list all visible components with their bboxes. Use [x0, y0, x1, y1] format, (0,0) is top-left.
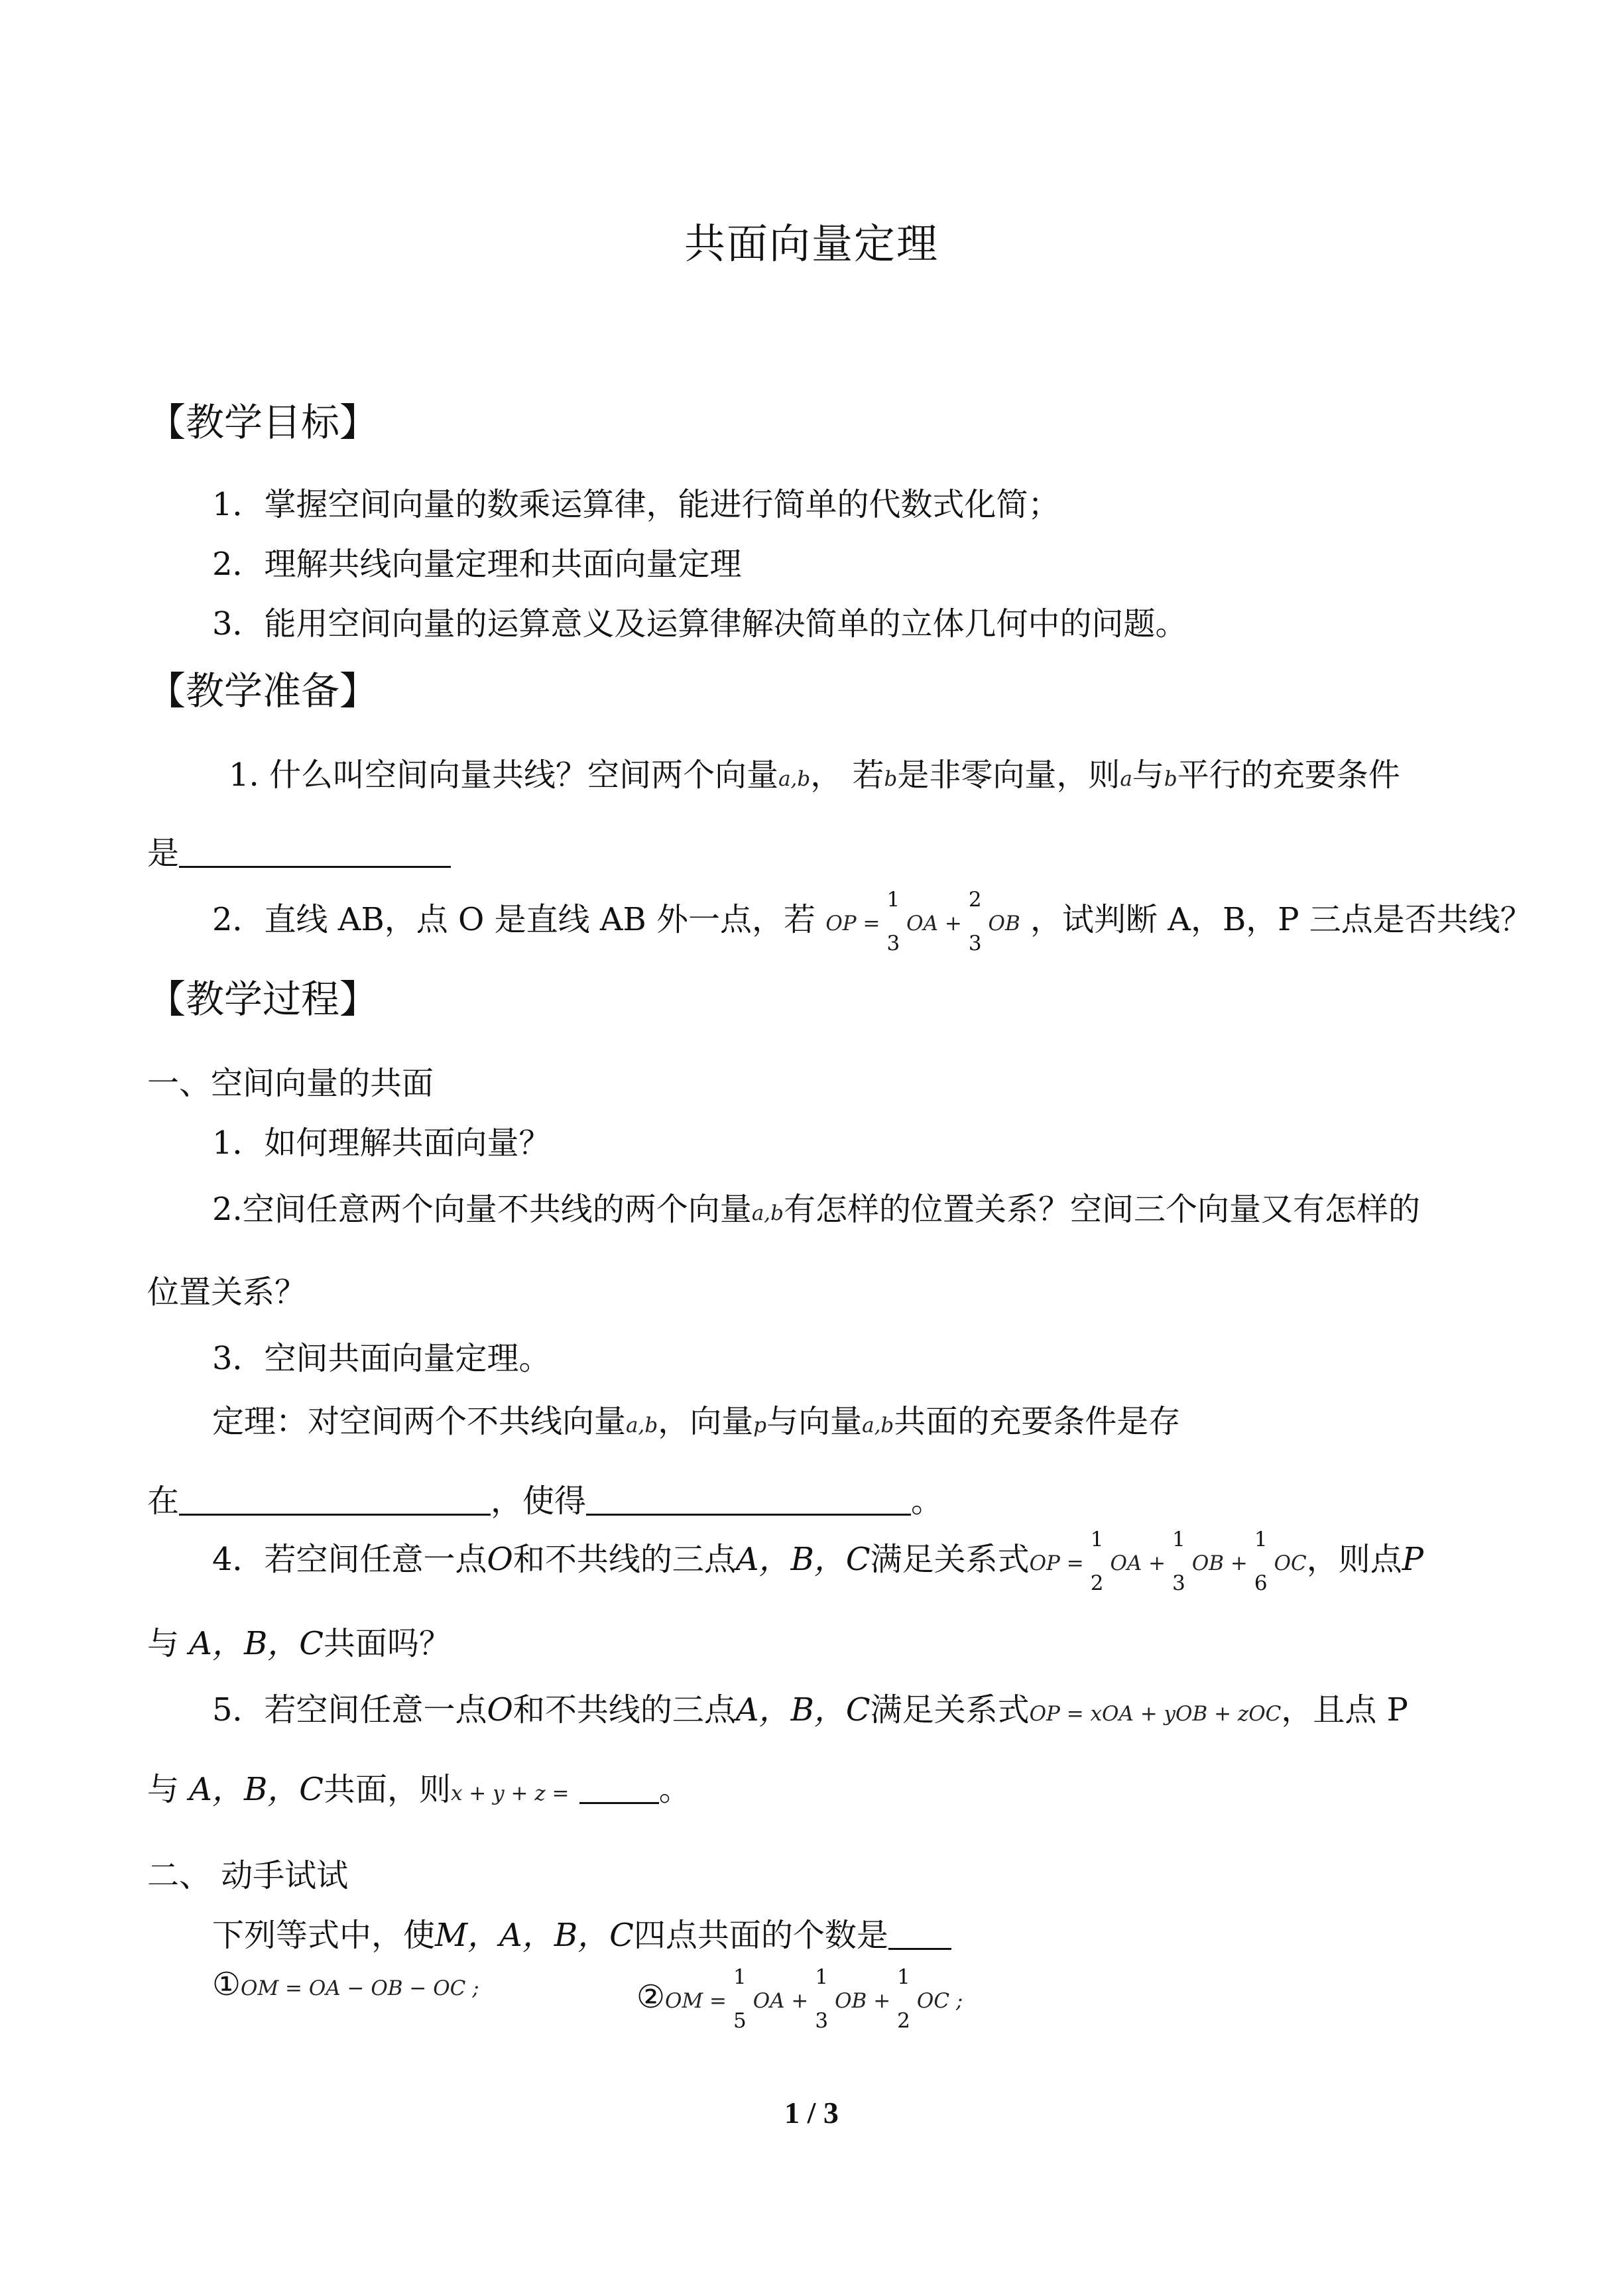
objective-1: 1．掌握空间向量的数乘运算律，能进行简单的代数式化简；: [212, 486, 1060, 523]
prep-question-1: 1. 什么叫空间向量共线？空间两个向量a,b， 若b是非零向量，则a与b平行的充要条件: [229, 756, 1400, 794]
document-title: 共面向量定理: [684, 219, 939, 268]
fraction: 1 5: [733, 1965, 747, 2033]
fraction: 1 3: [886, 888, 900, 955]
process-item-4-cont: 与 A，B，C共面吗？: [147, 1625, 451, 1662]
exercise-prompt: 下列等式中，使M，A，B，C四点共面的个数是: [212, 1909, 951, 1955]
equation-2: ②OM = 1 5 OA + 1 3 OB + 1 2 OC ;: [636, 1965, 963, 2033]
process-item-1: 1．如何理解共面向量？: [212, 1124, 551, 1162]
process-item-5: 5．若空间任意一点O和不共线的三点A，B，C满足关系式OP = xOA + yOB + zOC，且点 P: [212, 1691, 1408, 1728]
answer-blank[interactable]: [579, 1770, 659, 1804]
section-preparation-heading: 【教学准备】: [147, 668, 379, 713]
theorem-blanks: 在 ，使得 。: [147, 1482, 943, 1520]
section-objectives-heading: 【教学目标】: [147, 400, 379, 445]
fraction: 1 6: [1254, 1528, 1268, 1595]
prep-question-2: 2．直线 AB，点 O 是直线 AB 外一点，若 OP = 1 3 OA + 2 3 OB ，试判断 A，B，P 三点是否共线？: [212, 888, 1532, 955]
vector-ab: a,b: [778, 767, 811, 791]
answer-blank[interactable]: [179, 834, 451, 868]
objective-2: 2．理解共线向量定理和共面向量定理: [212, 546, 742, 583]
fraction: 1 2: [897, 1965, 910, 2033]
process-item-2-cont: 位置关系？: [147, 1274, 307, 1311]
part2-heading: 二、 动手试试: [147, 1857, 349, 1894]
page-number: 1 / 3: [784, 2096, 839, 2130]
theorem-statement: 定理：对空间两个不共线向量a,b，向量p与向量a,b共面的充要条件是存: [212, 1403, 1181, 1440]
objective-3: 3．能用空间向量的运算意义及运算律解决简单的立体几何中的问题。: [212, 605, 1187, 642]
part1-heading: 一、空间向量的共面: [147, 1065, 434, 1102]
fraction: 1 3: [815, 1965, 829, 2033]
process-item-5-cont: 与 A，B，C共面，则x + y + z = 。: [147, 1771, 691, 1808]
prep-question-1-answer-line: 是: [147, 827, 451, 873]
section-process-heading: 【教学过程】: [147, 977, 379, 1022]
equation-1: ①OM = OA − OB − OC ;: [212, 1966, 479, 2003]
fraction: 1 3: [1172, 1528, 1185, 1595]
answer-blank[interactable]: [888, 1916, 951, 1950]
answer-blank[interactable]: [179, 1482, 491, 1516]
process-item-2: 2.空间任意两个向量不共线的两个向量a,b有怎样的位置关系？空间三个向量又有怎样的: [212, 1191, 1421, 1228]
fraction: 1 2: [1090, 1528, 1104, 1595]
process-item-3: 3．空间共面向量定理。: [212, 1340, 551, 1377]
process-item-4: 4．若空间任意一点O和不共线的三点A，B，C满足关系式OP = 1 2 OA + 1 3 OB + 1 6 OC，则点P: [212, 1528, 1424, 1595]
answer-blank[interactable]: [586, 1482, 911, 1516]
fraction: 2 3: [968, 888, 982, 955]
